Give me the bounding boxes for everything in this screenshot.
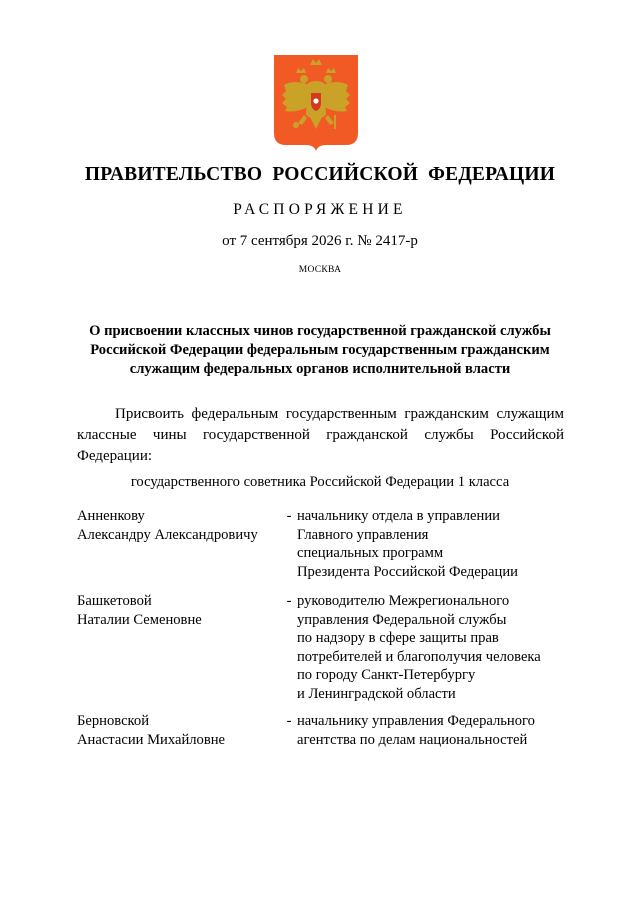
document-city: МОСКВА xyxy=(298,265,342,275)
document-subject xyxy=(70,322,570,379)
entry-dash: - xyxy=(286,713,292,729)
appointee-position xyxy=(297,507,577,581)
government-title: ПРАВИТЕЛЬСТВО РОССИЙСКОЙ ФЕДЕРАЦИИ xyxy=(84,164,556,185)
entry-dash: - xyxy=(286,593,292,609)
document-type: РАСПОРЯЖЕНИЕ xyxy=(233,201,407,218)
coat-of-arms-graphic xyxy=(274,55,358,151)
appointee-name xyxy=(77,592,282,629)
position-line: начальнику управления Федерального xyxy=(297,713,535,729)
position-line: управления Федеральной службы xyxy=(297,611,507,628)
position-line: по городу Санкт-Петербургу xyxy=(297,667,476,683)
entry-dash: - xyxy=(286,508,292,524)
document-date-number: от 7 сентября 2026 г. № 2417-р xyxy=(222,233,418,249)
name-line: Анненкову xyxy=(77,508,145,524)
subject-line: служащим федеральных органов исполнительной власти xyxy=(129,361,511,377)
position-line: и Ленинградской области xyxy=(297,685,456,702)
position-line: начальнику отдела в управлении xyxy=(297,508,500,524)
position-line: руководителю Межрегионального xyxy=(297,593,510,609)
position-line: потребителей и благополучия человека xyxy=(297,648,541,665)
name-line: Александру Александровичу xyxy=(77,526,258,543)
rank-heading: государственного советника Российской Федерации 1 класса xyxy=(130,474,510,490)
position-line: специальных программ xyxy=(297,545,444,561)
subject-line: О присвоении классных чинов государственной гражданской службы xyxy=(89,323,551,339)
position-line: Президента Российской Федерации xyxy=(297,563,518,580)
position-line: агентства по делам национальностей xyxy=(297,731,528,748)
appointee-position xyxy=(297,592,577,703)
subject-line: Российской Федерации федеральным государственным гражданским xyxy=(90,342,550,358)
name-line: Наталии Семеновне xyxy=(77,611,202,628)
position-line: Главного управления xyxy=(297,526,429,543)
name-line: Берновской xyxy=(77,713,149,729)
appointee-name xyxy=(77,507,282,544)
appointee-position xyxy=(297,712,577,749)
appointee-name xyxy=(77,712,282,749)
name-line: Анастасии Михайловне xyxy=(77,731,226,748)
coat-of-arms-icon xyxy=(274,55,358,151)
intro-paragraph: Присвоить федеральным государственным гражданским служащим классные чины государственной гражданской службы Российской Федерации: xyxy=(77,406,564,464)
name-line: Башкетовой xyxy=(77,593,152,609)
position-line: по надзору в сфере защиты прав xyxy=(297,630,499,646)
